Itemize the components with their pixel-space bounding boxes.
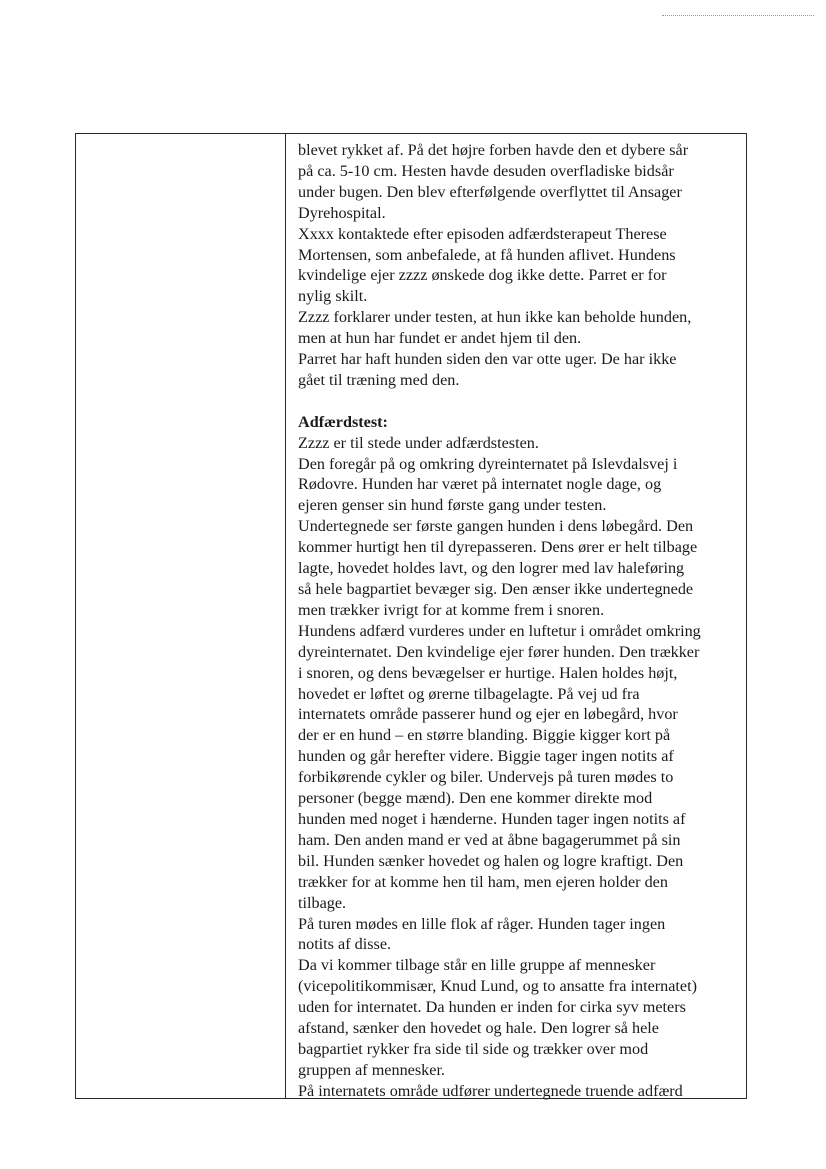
text-line: Hundens adfærd vurderes under en luftetur i området omkring (298, 621, 701, 640)
text-line: gruppen af mennesker. (298, 1060, 445, 1079)
text-line: Undertegnede ser første gangen hunden i dens løbegård. Den (298, 517, 694, 536)
text-line: Zzzz forklarer under testen, at hun ikke kan beholde hunden, (298, 308, 692, 327)
text-line: bil. Hunden sænker hovedet og halen og logre kraftigt. Den (298, 851, 684, 870)
text-line: personer (begge mænd). Den ene kommer direkte mod (298, 789, 653, 808)
text-line: i snoren, og dens bevægelser er hurtige. Halen holdes højt, (298, 663, 678, 682)
document-table (75, 133, 747, 1099)
text-line: ham. Den anden mand er ved at åbne bagagerummet på sin (298, 830, 681, 849)
text-line: hovedet er løftet og ørerne tilbagelagte. På vej ud fra (298, 684, 640, 703)
header-dotted-line (662, 15, 814, 16)
text-line: kvindelige ejer zzzz ønskede dog ikke dette. Parret er for (298, 266, 667, 285)
paragraph (298, 1081, 746, 1102)
text-line: internatets område passerer hund og ejer en løbegård, hvor (298, 705, 678, 724)
text-line: bagpartiet rykker fra side til side og trækker over mod (298, 1039, 649, 1058)
left-column-empty (76, 134, 285, 1098)
text-line: På internatets område udfører undertegnede truende adfærd (298, 1081, 683, 1100)
text-line: Mortensen, som anbefalede, at få hunden aflivet. Hundens (298, 245, 676, 264)
text-line: lagte, hovedet holdes lavt, og den logrer med lav haleføring (298, 559, 685, 578)
text-line: der er en hund – en større blanding. Biggie kigger kort på (298, 726, 671, 745)
paragraph (298, 955, 746, 1080)
text-line: hunden og går herefter videre. Biggie tager ingen notits af (298, 747, 674, 766)
paragraph (298, 349, 746, 391)
text-line: trækker for at komme hen til ham, men ejeren holder den (298, 872, 668, 891)
text-line: hunden med noget i hænderne. Hunden tager ingen notits af (298, 809, 686, 828)
text-line: på ca. 5-10 cm. Hesten havde desuden overfladiske bidsår (298, 161, 674, 180)
text-line: nylig skilt. (298, 287, 368, 306)
text-line: blevet rykket af. På det højre forben havde den et dybere sår (298, 141, 689, 159)
text-line: under bugen. Den blev efterfølgende overflyttet til Ansager (298, 182, 682, 201)
text-line: gået til træning med den. (298, 370, 460, 389)
section-heading: Adfærdstest: (298, 412, 388, 431)
column-divider (285, 134, 286, 1098)
paragraph (298, 454, 746, 517)
text-line: uden for internatet. Da hunden er inden for cirka syv meters (298, 998, 686, 1017)
text-line: Zzzz er til stede under adfærdstesten. (298, 433, 539, 452)
text-line: Dyrehospital. (298, 203, 386, 222)
text-line: Parret har haft hunden siden den var otte uger. De har ikke (298, 350, 677, 369)
paragraph (298, 307, 746, 349)
text-line: tilbage. (298, 893, 347, 912)
text-line: (vicepolitikommisær, Knud Lund, og to ansatte fra internatet) (298, 977, 697, 996)
text-line: ejeren genser sin hund første gang under testen. (298, 496, 607, 515)
text-line: På turen mødes en lille flok af råger. Hunden tager ingen (298, 914, 666, 933)
text-line: Da vi kommer tilbage står en lille gruppe af mennesker (298, 956, 656, 975)
paragraph (298, 516, 746, 621)
paragraph (298, 140, 746, 224)
text-line: afstand, sænker den hovedet og hale. Den logrer så hele (298, 1019, 659, 1038)
text-line: men at hun har fundet er andet hjem til den. (298, 329, 582, 348)
text-line: dyreinternatet. Den kvindelige ejer fører hunden. Den trækker (298, 642, 700, 661)
paragraph (298, 621, 746, 914)
report-text-column (298, 140, 746, 1102)
text-line: Xxxx kontaktede efter episoden adfærdsterapeut Therese (298, 224, 667, 243)
text-line: kommer hurtigt hen til dyrepasseren. Dens ører er helt tilbage (298, 538, 698, 557)
paragraph (298, 224, 746, 308)
text-line: Den foregår på og omkring dyreinternatet på Islevdalsvej i (298, 454, 678, 473)
text-line: Rødovre. Hunden har været på internatet nogle dage, og (298, 475, 662, 494)
text-line: notits af disse. (298, 935, 392, 954)
text-line: så hele bagpartiet bevæger sig. Den ænser ikke undertegnede (298, 580, 694, 599)
paragraph (298, 914, 746, 956)
text-line: men trækker ivrigt for at komme frem i snoren. (298, 600, 605, 619)
paragraph (298, 433, 746, 454)
blank-line (298, 391, 746, 412)
text-line: forbikørende cykler og biler. Undervejs på turen mødes to (298, 768, 674, 787)
